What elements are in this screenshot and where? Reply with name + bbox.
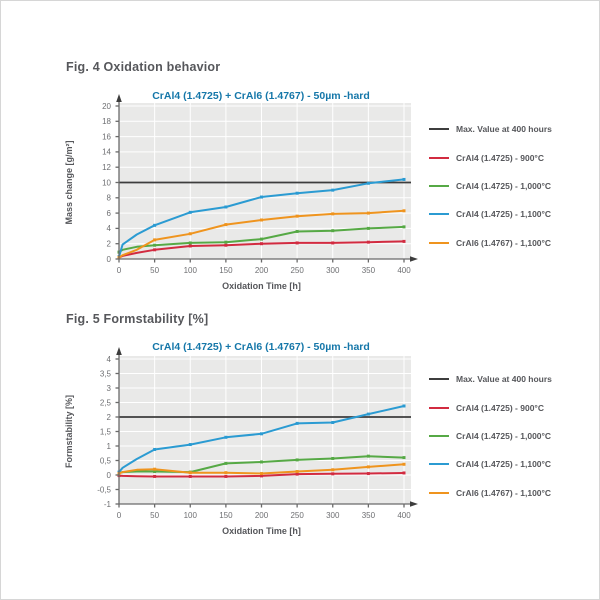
svg-text:1: 1 [106, 441, 111, 451]
data-point-marker [153, 468, 156, 471]
legend-label: CrAl4 (1.4725) - 1,000°C [456, 430, 552, 441]
chart-2-title: CrAl4 (1.4725) + CrAl6 (1.4767) - 50µm -hard [152, 341, 370, 353]
data-point-marker [331, 468, 334, 471]
svg-text:4: 4 [106, 224, 111, 234]
data-point-marker [331, 457, 334, 460]
oxidation-behavior-chart [56, 99, 426, 299]
svg-text:2,5: 2,5 [99, 398, 111, 408]
data-point-marker [367, 212, 370, 215]
svg-text:2: 2 [106, 239, 111, 249]
data-point-marker [189, 244, 192, 247]
svg-text:16: 16 [102, 132, 111, 142]
x-axis-arrow [410, 256, 418, 262]
data-point-marker [367, 455, 370, 458]
data-point-marker [296, 241, 299, 244]
legend-line-swatch [429, 407, 449, 409]
data-point-marker [260, 472, 263, 475]
data-point-marker [296, 473, 299, 476]
data-point-marker [153, 475, 156, 478]
svg-text:-0,5: -0,5 [97, 485, 111, 495]
data-point-marker [189, 232, 192, 235]
data-point-marker [331, 212, 334, 215]
data-point-marker [260, 432, 263, 435]
legend-item [429, 229, 579, 257]
svg-text:0: 0 [106, 254, 111, 264]
data-point-marker [403, 225, 406, 228]
x-axis-title: Oxidation Time [h] [222, 281, 301, 291]
data-point-marker [367, 465, 370, 468]
data-point-marker [224, 205, 227, 208]
svg-text:14: 14 [102, 147, 111, 157]
plot-area [119, 356, 411, 504]
svg-text:350: 350 [361, 511, 376, 520]
legend-item [429, 393, 579, 421]
data-point-marker [224, 241, 227, 244]
svg-text:8: 8 [106, 193, 111, 203]
data-point-marker [189, 211, 192, 214]
data-point-marker [403, 209, 406, 212]
legend-label: CrAl4 (1.4725) - 900°C [456, 402, 544, 413]
data-point-marker [367, 227, 370, 230]
data-point-marker [296, 422, 299, 425]
legend-label: CrAl4 (1.4725) - 1,100°C [456, 209, 552, 220]
data-point-marker [403, 463, 406, 466]
legend-item [429, 172, 579, 200]
data-point-marker [224, 462, 227, 465]
figure-4-heading: Fig. 4 Oxidation behavior [66, 60, 221, 74]
svg-text:400: 400 [397, 266, 411, 275]
data-point-marker [260, 196, 263, 199]
legend-line-swatch [429, 213, 449, 215]
legend-line-swatch [429, 128, 449, 130]
svg-text:300: 300 [326, 511, 340, 520]
figure-5-heading: Fig. 5 Formstability [%] [66, 312, 209, 326]
x-axis-arrow [410, 501, 418, 507]
svg-text:2: 2 [106, 412, 111, 422]
data-point-marker [331, 241, 334, 244]
svg-text:-1: -1 [103, 499, 111, 509]
data-point-marker [367, 241, 370, 244]
plot-area [119, 103, 411, 259]
data-point-marker [331, 229, 334, 232]
legend-line-swatch [429, 185, 449, 187]
legend-label: CrAl4 (1.4725) - 1,100°C [456, 459, 552, 470]
legend-item [429, 143, 579, 171]
data-point-marker [403, 240, 406, 243]
data-point-marker [331, 421, 334, 424]
data-point-marker [189, 475, 192, 478]
legend-item [429, 200, 579, 228]
data-point-marker [403, 178, 406, 181]
data-point-marker [403, 471, 406, 474]
svg-text:350: 350 [361, 266, 376, 275]
data-point-marker [224, 223, 227, 226]
data-point-marker [153, 238, 156, 241]
data-point-marker [331, 189, 334, 192]
legend-item [429, 365, 579, 393]
svg-text:4: 4 [106, 354, 111, 364]
data-point-marker [224, 471, 227, 474]
y-axis-title: Mass change [g/m²] [64, 140, 74, 225]
legend-label: CrAl4 (1.4725) - 900°C [456, 152, 544, 163]
chart-1-legend [429, 115, 579, 257]
data-point-marker [260, 460, 263, 463]
legend-label: CrAl6 (1.4767) - 1,100°C [456, 237, 552, 248]
legend-line-swatch [429, 435, 449, 437]
legend-item [429, 450, 579, 478]
svg-text:10: 10 [102, 178, 111, 188]
legend-item [429, 479, 579, 507]
data-point-marker [296, 230, 299, 233]
data-point-marker [153, 224, 156, 227]
y-axis-title: Formstability [%] [64, 394, 74, 469]
legend-item [429, 115, 579, 143]
data-point-marker [367, 413, 370, 416]
data-point-marker [189, 471, 192, 474]
svg-text:3,5: 3,5 [99, 369, 111, 379]
svg-text:0: 0 [116, 266, 122, 275]
data-point-marker [189, 443, 192, 446]
svg-text:20: 20 [102, 101, 111, 111]
svg-text:6: 6 [106, 208, 111, 218]
data-point-marker [367, 182, 370, 185]
legend-line-swatch [429, 157, 449, 159]
legend-item [429, 422, 579, 450]
svg-text:250: 250 [290, 511, 304, 520]
svg-text:0,5: 0,5 [99, 456, 111, 466]
data-point-marker [296, 215, 299, 218]
svg-text:100: 100 [183, 511, 197, 520]
legend-label: CrAl6 (1.4767) - 1,100°C [456, 487, 552, 498]
legend-line-swatch [429, 492, 449, 494]
legend-label: Max. Value at 400 hours [456, 374, 552, 385]
legend-line-swatch [429, 463, 449, 465]
data-point-marker [260, 238, 263, 241]
svg-text:0: 0 [116, 511, 122, 520]
svg-text:18: 18 [102, 117, 111, 127]
data-point-marker [403, 456, 406, 459]
svg-text:400: 400 [397, 511, 411, 520]
svg-text:200: 200 [254, 266, 269, 275]
legend-line-swatch [429, 378, 449, 380]
data-point-marker [260, 218, 263, 221]
legend-label: CrAl4 (1.4725) - 1,000°C [456, 180, 552, 191]
data-point-marker [224, 436, 227, 439]
svg-text:200: 200 [254, 511, 269, 520]
svg-text:3: 3 [106, 383, 111, 393]
svg-text:50: 50 [150, 266, 160, 275]
data-point-marker [331, 472, 334, 475]
legend-line-swatch [429, 242, 449, 244]
svg-text:0: 0 [106, 470, 111, 480]
svg-text:12: 12 [102, 163, 111, 172]
svg-text:150: 150 [219, 511, 233, 520]
chart-1-title: CrAl4 (1.4725) + CrAl6 (1.4767) - 50µm -hard [152, 90, 370, 102]
data-point-marker [189, 241, 192, 244]
svg-text:300: 300 [326, 266, 340, 275]
data-point-marker [153, 244, 156, 247]
svg-text:50: 50 [150, 511, 160, 520]
data-point-marker [296, 458, 299, 461]
data-point-marker [367, 472, 370, 475]
x-axis-title: Oxidation Time [h] [222, 526, 301, 536]
data-point-marker [224, 475, 227, 478]
svg-text:250: 250 [290, 266, 304, 275]
data-point-marker [260, 242, 263, 245]
legend-label: Max. Value at 400 hours [456, 124, 552, 135]
formstability-chart [56, 351, 426, 551]
data-point-marker [153, 248, 156, 251]
svg-text:100: 100 [183, 266, 197, 275]
data-point-marker [403, 404, 406, 407]
data-point-marker [224, 244, 227, 247]
svg-text:150: 150 [219, 266, 233, 275]
svg-text:1,5: 1,5 [99, 427, 111, 437]
chart-2-legend [429, 365, 579, 507]
data-point-marker [153, 448, 156, 451]
data-point-marker [296, 192, 299, 195]
data-point-marker [296, 470, 299, 473]
